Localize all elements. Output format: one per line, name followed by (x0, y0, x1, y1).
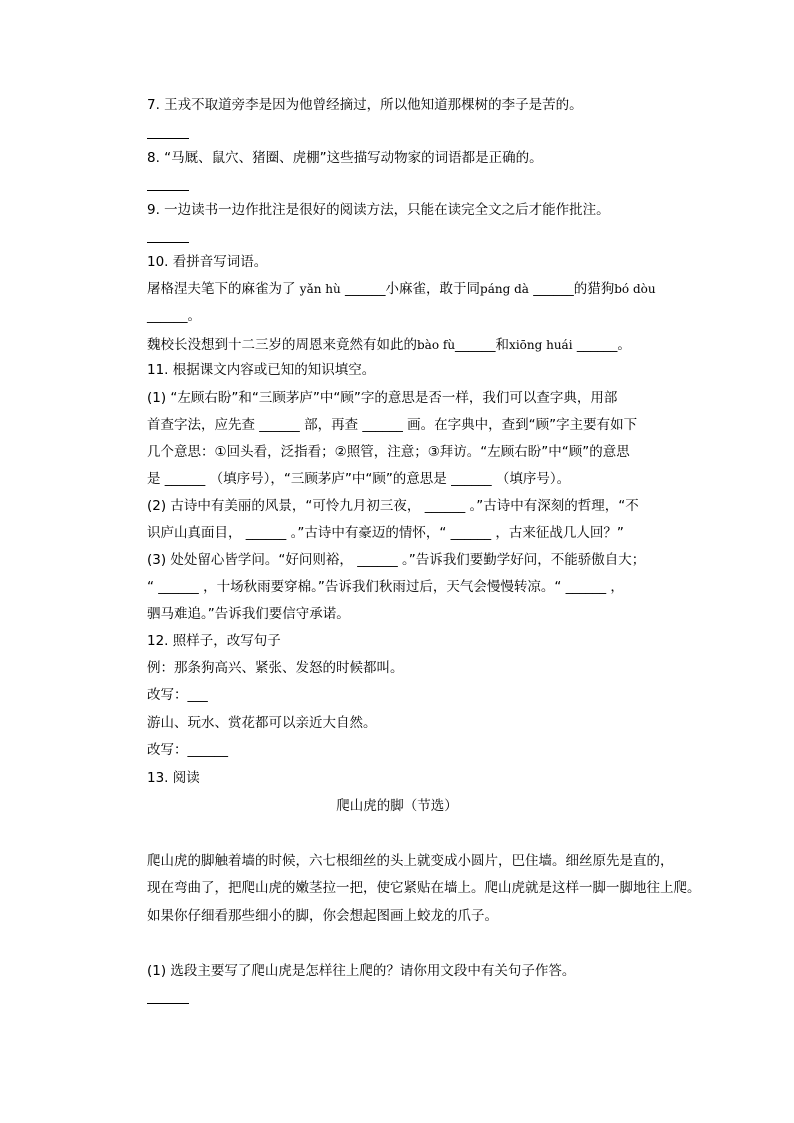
answer-blank-7[interactable] (147, 138, 189, 139)
pinyin-pangda: páng dà (480, 282, 529, 296)
pinyin-baofu: bào fù (417, 338, 456, 352)
answer-blank-9[interactable] (147, 242, 189, 243)
q10-text-e[interactable]: ______和 (455, 337, 510, 353)
question-11-title: 11. 根据课文内容或已知的知识填空。 (147, 362, 376, 378)
q12-example: 例：那条狗高兴、紧张、发怒的时候都叫。 (147, 660, 404, 676)
q10-text-c[interactable]: ______的猎狗 (528, 281, 615, 297)
answer-blank-8[interactable] (147, 190, 189, 191)
answer-blank-13-1[interactable] (147, 1003, 189, 1004)
question-13-title: 13. 阅读 (147, 770, 200, 786)
q10-text-a: 屠格涅夫笔下的麻雀为了 (147, 281, 300, 297)
q13-sub-question-1: (1) 选段主要写了爬山虎是怎样往上爬的？请你用文段中有关句子作答。 (147, 963, 576, 979)
q11-line-4[interactable]: 是 ______ （填序号），“三顾茅庐”中“顾”的意思是 ______ （填序号）。 (147, 471, 571, 487)
question-10-line-3 (147, 336, 631, 354)
question-9: 9. 一边读书一边作批注是很好的阅读方法，只能在读完全文之后才能作批注。 (147, 202, 610, 218)
question-10-title: 10. 看拼音写词语。 (147, 254, 268, 270)
q11-line-7[interactable]: (3) 处处留心皆学问。“好问则裕， ______ 。”告诉我们要勤学好问，不能骄傲自大； (147, 552, 646, 568)
pinyin-xionghuai: xiōng huái (509, 338, 573, 352)
q11-line-5[interactable]: (2) 古诗中有美丽的风景，“可怜九月初三夜， ______ 。”古诗中有深刻的哲理，“不 (147, 498, 639, 514)
question-8: 8. “马厩、鼠穴、猪圈、虎棚”这些描写动物家的词语都是正确的。 (147, 150, 543, 166)
question-7: 7. 王戎不取道旁李是因为他曾经摘过，所以他知道那棵树的李子是苦的。 (147, 97, 583, 113)
q10-text-f[interactable]: ______。 (572, 337, 631, 353)
question-10-line-1 (147, 280, 656, 298)
q10-text-d: 魏校长没想到十二三岁的周恩来竟然有如此的 (147, 337, 417, 353)
question-12-title: 12. 照样子，改写句子 (147, 633, 281, 649)
pinyin-yanhu: yǎn hù (299, 282, 341, 296)
q12-sentence-2: 游山、玩水、赏花都可以亲近大自然。 (147, 715, 377, 731)
q11-line-1: (1) “左顾右盼”和“三顾茅庐”中“顾”字的意思是否一样，我们可以查字典，用部 (147, 390, 618, 406)
q11-line-2[interactable]: 首查字法，应先查 ______ 部，再查 ______ 画。在字典中，查到“顾”字主要有如下 (147, 417, 638, 433)
q11-line-8[interactable]: “ ______ ，十场秋雨要穿棉。”告诉我们秋雨过后，天气会慢慢转凉。“ ______ ， (147, 579, 624, 595)
q12-rewrite-1[interactable]: 改写：___ (147, 687, 208, 703)
passage-line-1: 爬山虎的脚触着墙的时候，六七根细丝的头上就变成小圆片，巴住墙。细丝原先是直的， (147, 853, 674, 869)
pinyin-bodou: bó dòu (614, 282, 656, 296)
passage-title: 爬山虎的脚（节选） (336, 798, 458, 814)
passage-line-3: 如果你仔细看那些细小的脚，你会想起图画上蛟龙的爪子。 (147, 908, 498, 924)
q12-rewrite-2[interactable]: 改写：______ (147, 742, 228, 758)
passage-line-2: 现在弯曲了，把爬山虎的嫩茎拉一把，使它紧贴在墙上。爬山虎就是这样一脚一脚地往上爬。 (147, 880, 701, 896)
q11-line-6[interactable]: 识庐山真面目， ______ 。”古诗中有豪迈的情怀，“ ______ ，古来征战几人回？” (147, 525, 624, 541)
q10-text-b[interactable]: ______小麻雀，敢于同 (340, 281, 481, 297)
question-10-line-2[interactable]: ______。 (147, 308, 201, 324)
q11-line-9: 驷马难追。”告诉我们要信守承诺。 (147, 606, 350, 622)
q11-line-3: 几个意思：①回头看，泛指看；②照管，注意；③拜访。“左顾右盼”中“顾”的意思 (147, 444, 630, 460)
